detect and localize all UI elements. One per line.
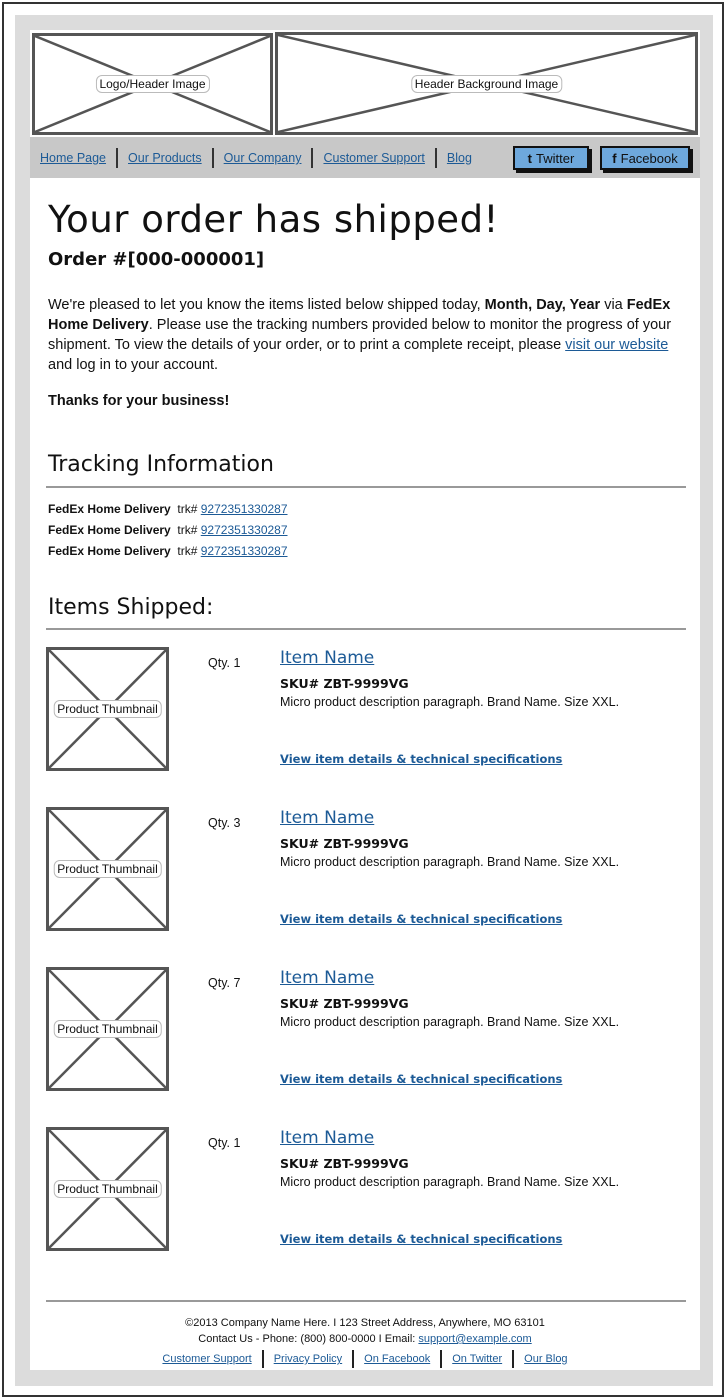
- footer-link-facebook[interactable]: On Facebook: [364, 1353, 431, 1365]
- item-sku: SKU# ZBT-9999VG: [280, 676, 409, 691]
- nav-link-company[interactable]: Our Company: [223, 151, 302, 165]
- tracking-row: [48, 544, 288, 558]
- footer-links: [30, 1350, 700, 1368]
- facebook-label: Facebook: [620, 150, 678, 166]
- product-thumbnail: [46, 967, 169, 1091]
- twitter-button[interactable]: [513, 146, 589, 170]
- tracking-row: [48, 523, 288, 537]
- product-thumbnail-label: Product Thumbnail: [53, 1180, 162, 1198]
- item-description: Micro product description paragraph. Brand Name. Size XXL.: [280, 1175, 620, 1189]
- nav-link-blog[interactable]: Blog: [446, 151, 472, 165]
- item-description: Micro product description paragraph. Brand Name. Size XXL.: [280, 1015, 620, 1029]
- nav-bar: [30, 137, 700, 178]
- tracking-number-link[interactable]: 9272351330287: [200, 502, 288, 516]
- tracking-number-link[interactable]: 9272351330287: [200, 544, 288, 558]
- intro-text: via: [600, 297, 627, 313]
- tracking-carrier: FedEx Home Delivery: [48, 523, 171, 537]
- footer-separator: [262, 1350, 264, 1368]
- footer-separator: [512, 1350, 514, 1368]
- header-background-placeholder: [275, 32, 698, 135]
- nav-link-home[interactable]: Home Page: [40, 151, 107, 165]
- nav-link-support[interactable]: Customer Support: [323, 151, 425, 165]
- items-divider: [46, 628, 686, 630]
- intro-text: and log in to your account.: [48, 357, 219, 373]
- item-sku: SKU# ZBT-9999VG: [280, 1156, 409, 1171]
- support-email-link[interactable]: support@example.com: [418, 1333, 532, 1345]
- nav-separator: [212, 148, 214, 168]
- product-thumbnail: [46, 647, 169, 771]
- product-thumbnail-label: Product Thumbnail: [53, 1020, 162, 1038]
- tracking-carrier: FedEx Home Delivery: [48, 502, 171, 516]
- footer-link-twitter[interactable]: On Twitter: [452, 1353, 503, 1365]
- footer-divider: [46, 1300, 686, 1302]
- intro-text: . Please use the tracking numbers provided below to monitor the progress of your shipment. To view the details of your order, or to print a complete receipt, please: [48, 317, 672, 353]
- tracking-prefix: trk#: [177, 544, 198, 558]
- shipped-item: [46, 967, 686, 1093]
- facebook-icon: f: [612, 150, 617, 166]
- logo-image-placeholder: [32, 33, 273, 135]
- nav-separator: [311, 148, 313, 168]
- twitter-label: Twitter: [536, 150, 575, 166]
- item-quantity: Qty. 7: [208, 976, 241, 990]
- page-title: Your order has shipped!: [48, 198, 499, 241]
- footer-contact: [30, 1331, 700, 1347]
- item-quantity: Qty. 1: [208, 1136, 241, 1150]
- email-body: [30, 30, 700, 1370]
- footer: [30, 1315, 700, 1347]
- items-title: Items Shipped:: [48, 595, 214, 620]
- ship-date: Month, Day, Year: [484, 297, 601, 313]
- footer-link-support[interactable]: Customer Support: [162, 1353, 252, 1365]
- product-thumbnail: [46, 807, 169, 931]
- item-sku: SKU# ZBT-9999VG: [280, 836, 409, 851]
- footer-separator: [352, 1350, 354, 1368]
- nav-link-products[interactable]: Our Products: [128, 151, 202, 165]
- product-thumbnail-label: Product Thumbnail: [53, 860, 162, 878]
- item-name-link[interactable]: Item Name: [280, 968, 375, 988]
- intro-text: We're pleased to let you know the items listed below shipped today,: [48, 297, 485, 313]
- nav-separator: [116, 148, 118, 168]
- order-number: Order #[000-000001]: [48, 249, 265, 270]
- item-quantity: Qty. 3: [208, 816, 241, 830]
- footer-address: ©2013 Company Name Here. I 123 Street Address, Anywhere, MO 63101: [185, 1317, 545, 1329]
- item-name-link[interactable]: Item Name: [280, 648, 375, 668]
- item-name-link[interactable]: Item Name: [280, 808, 375, 828]
- item-sku: SKU# ZBT-9999VG: [280, 996, 409, 1011]
- tracking-number-link[interactable]: 9272351330287: [200, 523, 288, 537]
- tracking-carrier: FedEx Home Delivery: [48, 544, 171, 558]
- nav-separator: [435, 148, 437, 168]
- carrier-name: FedEx Home Delivery: [48, 297, 671, 333]
- footer-contact-text: Contact Us - Phone: (800) 800-0000 I Email:: [198, 1333, 419, 1345]
- shipped-item: [46, 647, 686, 773]
- footer-link-privacy[interactable]: Privacy Policy: [273, 1353, 343, 1365]
- item-details-link[interactable]: View item details & technical specifications: [280, 912, 563, 926]
- item-details-link[interactable]: View item details & technical specifications: [280, 1232, 563, 1246]
- facebook-button[interactable]: [600, 146, 690, 170]
- shipped-item: [46, 807, 686, 933]
- tracking-divider: [46, 486, 686, 488]
- intro-paragraph: [48, 295, 688, 375]
- twitter-icon: t: [527, 150, 533, 166]
- item-name-link[interactable]: Item Name: [280, 1128, 375, 1148]
- nav-links: [40, 148, 472, 168]
- product-thumbnail-label: Product Thumbnail: [53, 700, 162, 718]
- item-details-link[interactable]: View item details & technical specifications: [280, 1072, 563, 1086]
- product-thumbnail: [46, 1127, 169, 1251]
- item-quantity: Qty. 1: [208, 656, 241, 670]
- visit-website-link[interactable]: visit our website: [565, 337, 669, 353]
- logo-image-label: Logo/Header Image: [95, 75, 209, 93]
- tracking-prefix: trk#: [177, 502, 198, 516]
- shipped-item: [46, 1127, 686, 1253]
- header-background-label: Header Background Image: [411, 75, 562, 93]
- footer-link-blog[interactable]: Our Blog: [524, 1353, 568, 1365]
- item-description: Micro product description paragraph. Brand Name. Size XXL.: [280, 695, 620, 709]
- tracking-row: [48, 502, 288, 516]
- thanks-message: Thanks for your business!: [48, 393, 230, 409]
- footer-separator: [440, 1350, 442, 1368]
- item-description: Micro product description paragraph. Brand Name. Size XXL.: [280, 855, 620, 869]
- tracking-prefix: trk#: [177, 523, 198, 537]
- item-details-link[interactable]: View item details & technical specifications: [280, 752, 563, 766]
- tracking-title: Tracking Information: [48, 452, 274, 477]
